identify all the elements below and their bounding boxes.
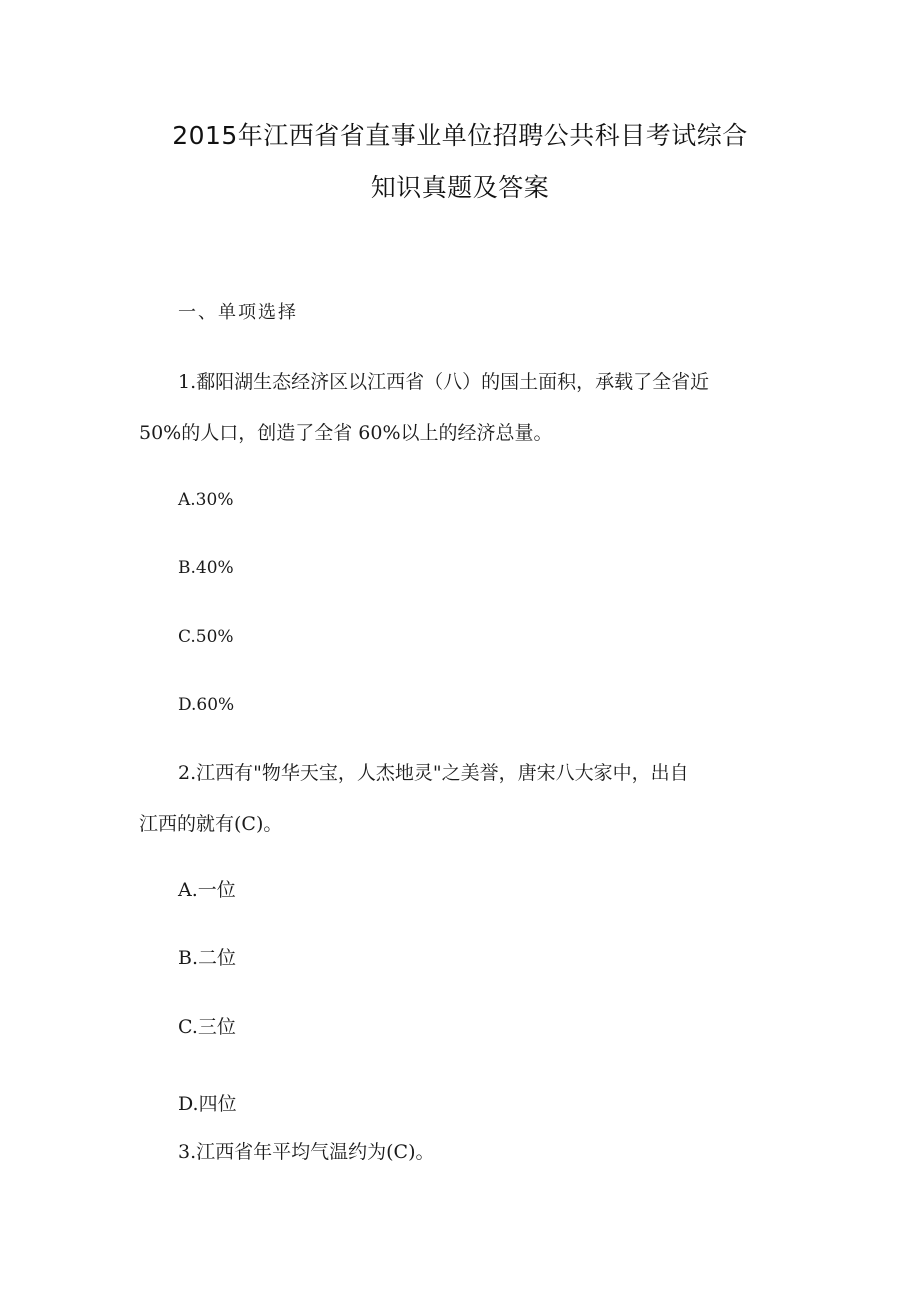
section-heading: 一、单项选择 [178,302,298,323]
question-1-text-line1: 1.鄱阳湖生态经济区以江西省（八）的国土面积，承载了全省近 [178,371,710,393]
question-1-text-line2: 50%的人口，创造了全省 60%以上的经济总量。 [139,422,553,444]
question-1-option-c: C.50% [178,627,234,647]
question-2-option-a: A.一位 [178,879,236,901]
question-2-option-b: B.二位 [178,947,237,969]
question-1-option-b: B.40% [178,558,234,578]
question-2-text-line2: 江西的就有(C)。 [139,813,283,835]
question-2-text-line1: 2.江西有"物华天宝，人杰地灵"之美誉，唐宋八大家中，出自 [178,762,689,784]
question-1-option-a: A.30% [178,490,234,510]
question-2-option-d: D.四位 [178,1093,237,1115]
document-title-line1: 2015年江西省省直事业单位招聘公共科目考试综合 [172,121,748,150]
question-3-text: 3.江西省年平均气温约为(C)。 [178,1141,435,1163]
question-2-option-c: C.三位 [178,1016,236,1038]
question-1-option-d: D.60% [178,695,235,715]
document-title-line2: 知识真题及答案 [370,173,550,202]
